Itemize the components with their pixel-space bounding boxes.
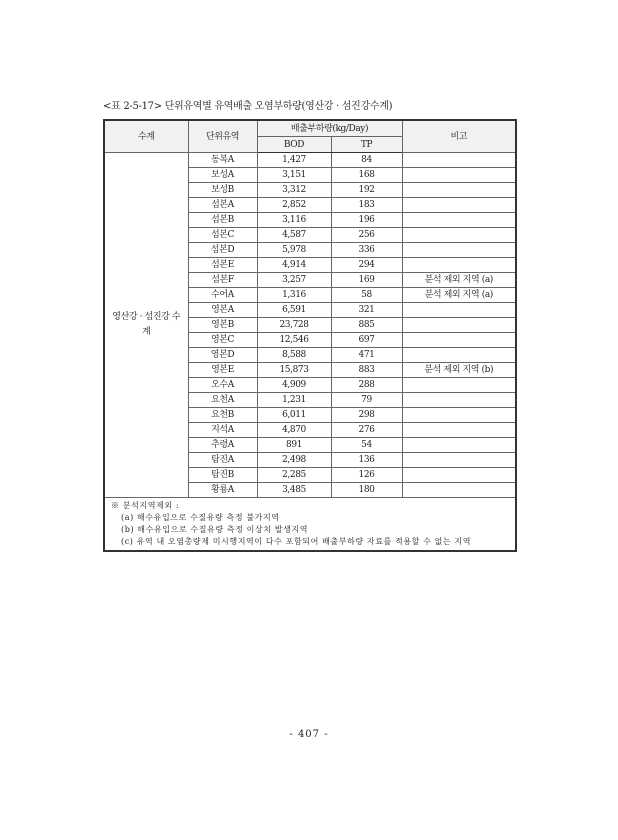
cell-bod: 4,909 [257,378,331,393]
cell-tp: 126 [331,468,402,483]
cell-bod: 1,231 [257,393,331,408]
cell-note [402,318,516,333]
cell-unit: 섬본E [188,258,257,273]
cell-tp: 79 [331,393,402,408]
cell-unit: 영본C [188,333,257,348]
cell-bod: 4,870 [257,423,331,438]
header-tp: TP [331,137,402,153]
cell-tp: 58 [331,288,402,303]
cell-unit: 영본B [188,318,257,333]
cell-note [402,168,516,183]
cell-tp: 883 [331,363,402,378]
cell-note [402,258,516,273]
cell-tp: 169 [331,273,402,288]
header-unit: 단위유역 [188,120,257,153]
cell-unit: 요천B [188,408,257,423]
header-bod: BOD [257,137,331,153]
cell-tp: 183 [331,198,402,213]
cell-tp: 168 [331,168,402,183]
cell-note [402,483,516,498]
cell-tp: 336 [331,243,402,258]
cell-note [402,183,516,198]
cell-note [402,303,516,318]
cell-note [402,378,516,393]
header-load: 배출부하량(kg/Day) [257,120,402,137]
cell-tp: 136 [331,453,402,468]
cell-tp: 885 [331,318,402,333]
cell-bod: 2,498 [257,453,331,468]
cell-bod: 4,914 [257,258,331,273]
cell-tp: 196 [331,213,402,228]
footnote-c: (c) 유역 내 오염총량제 미시행지역이 다수 포함되어 배출부하량 자료를 적용할 수 없는 지역 [121,537,472,546]
cell-note: 분석 제외 지역 (b) [402,363,516,378]
cell-note [402,468,516,483]
cell-bod: 2,852 [257,198,331,213]
footnote-b: (b) 해수유입으로 수질유량 측정 이상치 발생지역 [121,525,309,534]
cell-bod: 3,312 [257,183,331,198]
header-note: 비고 [402,120,516,153]
cell-note [402,228,516,243]
cell-note [402,213,516,228]
cell-bod: 5,978 [257,243,331,258]
cell-tp: 192 [331,183,402,198]
pollution-load-table [103,119,517,552]
cell-note: 분석 제외 지역 (a) [402,273,516,288]
cell-note [402,438,516,453]
cell-bod: 3,116 [257,213,331,228]
header-basin: 수계 [104,120,188,153]
cell-note [402,393,516,408]
cell-tp: 54 [331,438,402,453]
footnote-title: ※ 분석지역제외 : [111,501,180,510]
cell-unit: 보성B [188,183,257,198]
cell-unit: 섬본D [188,243,257,258]
cell-bod: 3,151 [257,168,331,183]
cell-unit: 탐진A [188,453,257,468]
cell-note [402,243,516,258]
cell-note [402,153,516,168]
cell-unit: 섬본C [188,228,257,243]
cell-bod: 15,873 [257,363,331,378]
table-row [104,153,516,168]
cell-unit: 탐진B [188,468,257,483]
footnotes [104,498,516,552]
cell-note [402,423,516,438]
cell-tp: 180 [331,483,402,498]
cell-tp: 276 [331,423,402,438]
cell-tp: 321 [331,303,402,318]
cell-unit: 섬본B [188,213,257,228]
cell-unit: 수어A [188,288,257,303]
cell-tp: 294 [331,258,402,273]
cell-unit: 지석A [188,423,257,438]
cell-unit: 동복A [188,153,257,168]
cell-note [402,348,516,363]
cell-bod: 2,285 [257,468,331,483]
cell-bod: 4,587 [257,228,331,243]
cell-unit: 영본E [188,363,257,378]
cell-bod: 12,546 [257,333,331,348]
cell-bod: 1,316 [257,288,331,303]
cell-bod: 3,257 [257,273,331,288]
cell-unit: 오수A [188,378,257,393]
cell-unit: 황룡A [188,483,257,498]
cell-bod: 8,588 [257,348,331,363]
cell-bod: 3,485 [257,483,331,498]
cell-note [402,198,516,213]
cell-unit: 보성A [188,168,257,183]
cell-tp: 697 [331,333,402,348]
footnote-a: (a) 해수유입으로 수질유량 측정 불가지역 [121,513,280,522]
cell-note [402,333,516,348]
cell-tp: 288 [331,378,402,393]
table-caption: <표 2-5-17> 단위유역별 유역배출 오염부하량(영산강 · 섬진강수계) [103,101,393,112]
cell-unit: 추령A [188,438,257,453]
cell-bod: 6,591 [257,303,331,318]
cell-unit: 섬본A [188,198,257,213]
basin-name-cell [104,153,188,498]
cell-unit: 섬본F [188,273,257,288]
cell-bod: 891 [257,438,331,453]
cell-bod: 23,728 [257,318,331,333]
cell-unit: 영본A [188,303,257,318]
cell-bod: 1,427 [257,153,331,168]
cell-unit: 영본D [188,348,257,363]
cell-tp: 298 [331,408,402,423]
cell-tp: 471 [331,348,402,363]
cell-note [402,453,516,468]
basin-name: 영산강 · 섬진강 수계 [112,312,181,337]
page-number: - 407 - [289,729,329,740]
cell-tp: 256 [331,228,402,243]
cell-unit: 요천A [188,393,257,408]
cell-tp: 84 [331,153,402,168]
cell-note: 분석 제외 지역 (a) [402,288,516,303]
cell-bod: 6,011 [257,408,331,423]
cell-note [402,408,516,423]
